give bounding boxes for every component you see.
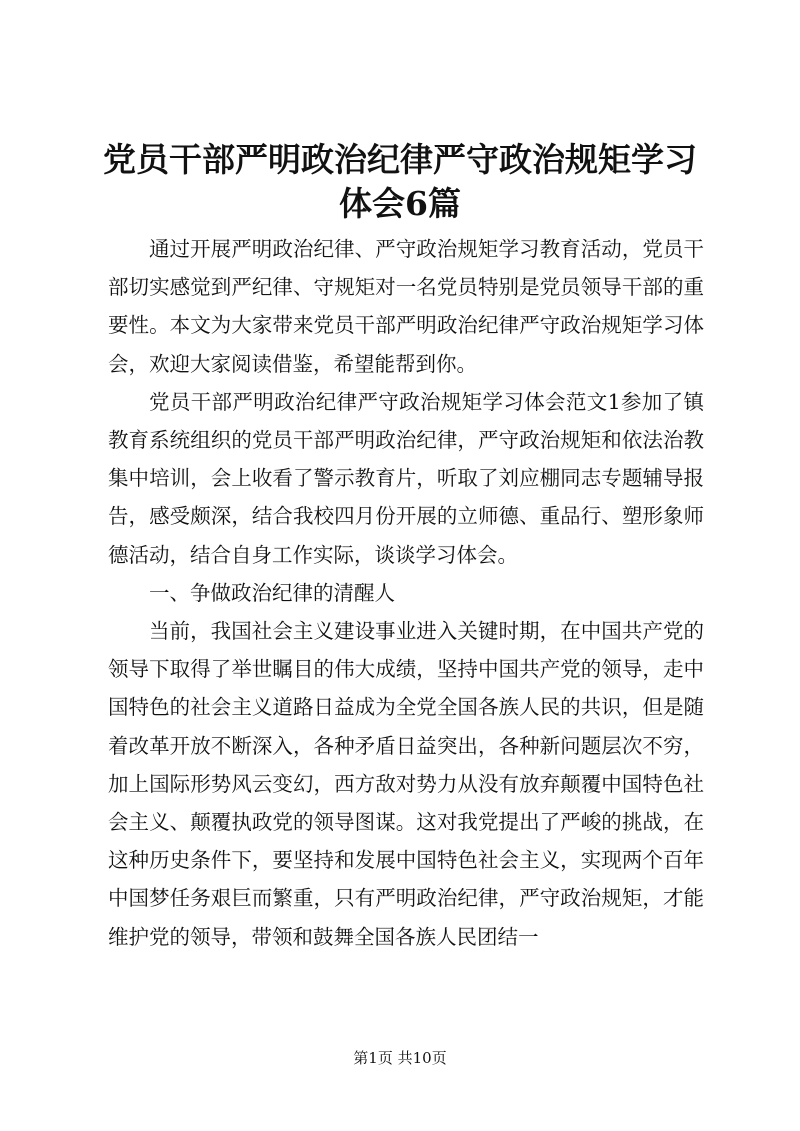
paragraph-sample-1: 党员干部严明政治纪律严守政治规矩学习体会范文1参加了镇教育系统组织的党员干部严明政治纪律，严守政治规矩和依法治教集中培训，会上收看了警示教育片，听取了刘应棚同志专题辅导报告，感受颇深，结合我校四月份开展的立师德、重品行、塑形象师德活动，结合自身工作实际，谈谈学习体会。 bbox=[108, 389, 704, 567]
document-title: 党员干部严明政治纪律严守政治规矩学习体会6篇 bbox=[103, 140, 697, 223]
paragraph-intro: 通过开展严明政治纪律、严守政治规矩学习教育活动，党员干部切实感觉到严纪律、守规矩对一名党员特别是党员领导干部的重要性。本文为大家带来党员干部严明政治纪律严守政治规矩学习体会，欢迎大家阅读借鉴，希望能帮到你。 bbox=[108, 237, 704, 376]
page-footer: 第1页 共10页 bbox=[353, 1049, 447, 1067]
paragraph-body: 当前，我国社会主义建设事业进入关键时期，在中国共产党的领导下取得了举世瞩目的伟大成绩，坚持中国共产党的领导，走中国特色的社会主义道路日益成为全党全国各族人民的共识，但是随着改革开放不断深入，各种矛盾日益突出，各种新问题层次不穷，加上国际形势风云变幻，西方敌对势力从没有放弃颠覆中国特色社会主义、颠覆执政党的领导图谋。这对我党提出了严峻的挑战，在这种历史条件下，要坚持和发展中国特色社会主义，实现两个百年中国梦任务艰巨而繁重，只有严明政治纪律，严守政治规矩，才能维护党的领导，带领和鼓舞全国各族人民团结一 bbox=[108, 619, 704, 949]
section-heading: 一、争做政治纪律的清醒人 bbox=[149, 580, 395, 605]
document-body bbox=[108, 230, 704, 956]
